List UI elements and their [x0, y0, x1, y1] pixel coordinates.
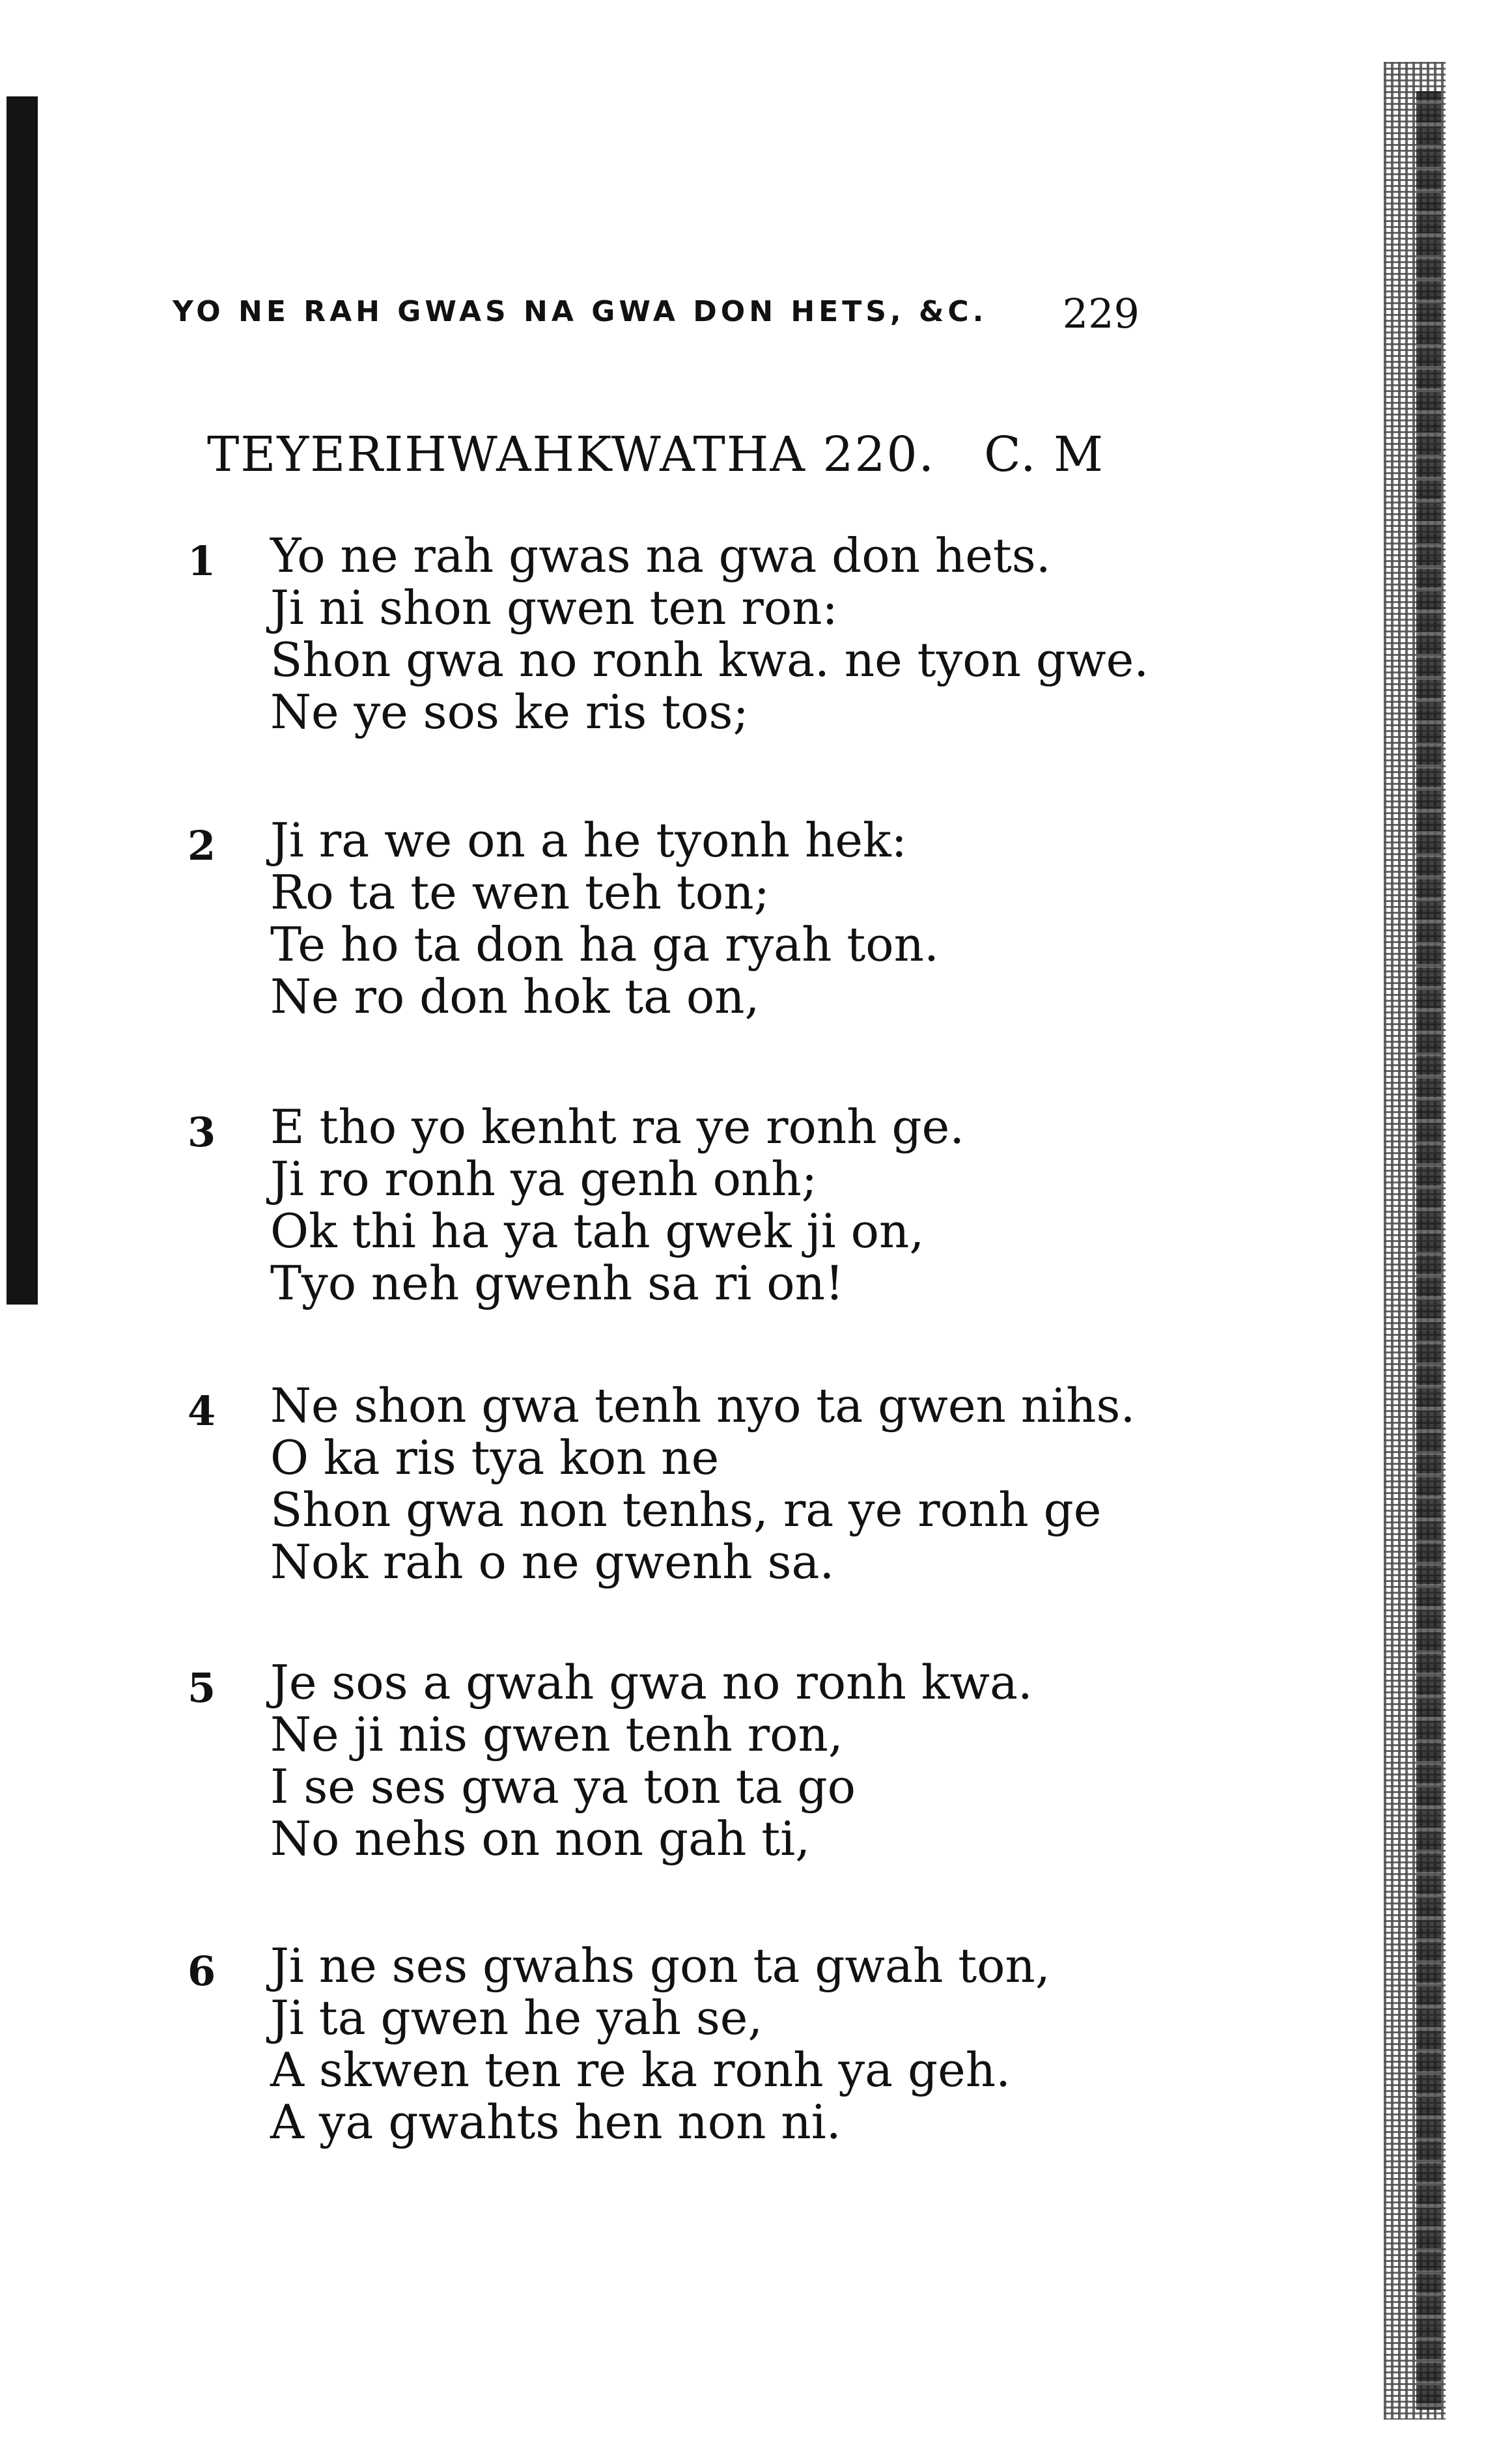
- stanza-line: Ne shon gwa tenh nyo ta gwen nihs.: [270, 1378, 1136, 1433]
- stanza-number: 1: [188, 537, 216, 585]
- stanza-number: 5: [188, 1664, 216, 1712]
- stanza-line: Ok thi ha ya tah gwek ji on,: [270, 1204, 925, 1258]
- scan-page-edge-dark: [1416, 91, 1441, 2410]
- stanza-number: 3: [188, 1109, 216, 1156]
- hymn-title: [207, 427, 1104, 483]
- stanza-line: Shon gwa no ronh kwa. ne tyon gwe.: [270, 632, 1149, 687]
- stanza-line: Te ho ta don ha ga ryah ton.: [270, 917, 939, 972]
- stanza-line: Ne ji nis gwen tenh ron,: [270, 1707, 843, 1762]
- hymn-meter: C. M: [984, 427, 1104, 483]
- stanza-line: Ne ro don hok ta on,: [270, 969, 760, 1024]
- stanza-line: Ro ta te wen teh ton;: [270, 865, 770, 920]
- stanza-line: I se ses gwa ya ton ta go: [270, 1759, 856, 1814]
- stanza-line: Ne ye sos ke ris tos;: [270, 685, 749, 739]
- stanza-line: Tyo neh gwenh sa ri on!: [270, 1256, 844, 1310]
- stanza-line: Ji ta gwen he yah se,: [270, 1990, 763, 2045]
- stanza-line: Yo ne rah gwas na gwa don hets.: [270, 528, 1051, 583]
- stanza-line: Ji ni shon gwen ten ron:: [270, 580, 838, 635]
- stanza-line: Shon gwa non tenhs, ra ye ronh ge: [270, 1482, 1102, 1537]
- stanza-number: 4: [188, 1387, 216, 1435]
- stanza-line: A ya gwahts hen non ni.: [270, 2095, 841, 2149]
- stanza-line: A skwen ten re ka ronh ya geh.: [270, 2042, 1011, 2097]
- running-head-title: YO NE RAH GWAS NA GWA DON HETS, &C.: [173, 295, 988, 328]
- stanza-line: Ji ro ronh ya genh onh;: [270, 1152, 817, 1206]
- stanza-line: Je sos a gwah gwa no ronh kwa.: [270, 1655, 1033, 1710]
- stanza-line: Ji ra we on a he tyonh hek:: [270, 813, 907, 868]
- stanza-number: 6: [188, 1947, 216, 1995]
- stanza-number: 2: [188, 822, 216, 869]
- scan-binding-edge: [7, 96, 38, 1305]
- running-head: [173, 290, 1140, 342]
- stanza-line: No nehs on non gah ti,: [270, 1811, 811, 1866]
- stanza-line: E tho yo kenht ra ye ronh ge.: [270, 1099, 965, 1154]
- stanza-line: Ji ne ses gwahs gon ta gwah ton,: [270, 1938, 1050, 1993]
- hymn-title-text: TEYERIHWAHKWATHA 220.: [207, 427, 936, 483]
- stanza-line: Nok rah o ne gwenh sa.: [270, 1534, 835, 1589]
- stanza-line: O ka ris tya kon ne: [270, 1430, 720, 1485]
- page-number: 229: [1062, 290, 1140, 337]
